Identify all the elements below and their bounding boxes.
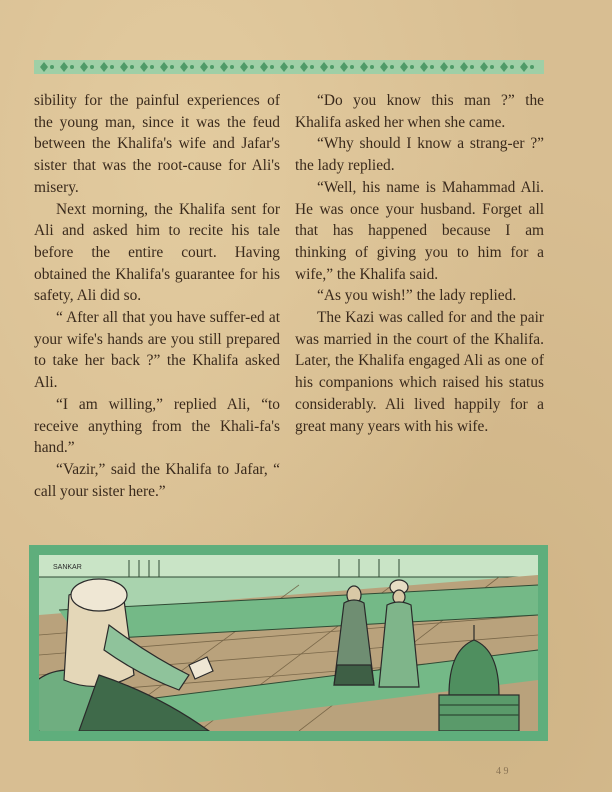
paragraph: “Vazir,” said the Khalifa to Jafar, “ call your sister here.”: [34, 460, 280, 500]
paragraph: The Kazi was called for and the pair was married in the court of the Khalifa. Later, the Khalifa engaged Ali as one of his companions which raised his status considerably. Ali lived happily for a great many years with his wife.: [295, 309, 544, 435]
story-illustration: [29, 545, 548, 741]
text-column-right: [295, 90, 544, 437]
ornament-border: [34, 58, 544, 76]
paragraph: “Well, his name is Mahammad Ali. He was once your husband. Forget all that has happened because I am thinking of giving you to him for a wife,” the Khalifa said.: [295, 178, 544, 283]
page-number: 4 9: [496, 766, 509, 777]
paragraph: Next morning, the Khalifa sent for Ali and asked him to recite his tale before the entire court. Having obtained the Khalifa's guarantee for his safety, Ali did so.: [34, 200, 280, 305]
artist-signature: SANKAR: [53, 564, 82, 571]
court-scene-drawing: [39, 555, 538, 731]
paragraph: “Do you know this man ?” the Khalifa asked her when she came.: [295, 92, 544, 131]
paragraph: “Why should I know a strang-er ?” the lady replied.: [295, 135, 544, 175]
paragraph: “I am willing,” replied Ali, “to receive anything from the Khali-fa's hand.”: [34, 395, 280, 457]
paragraph: sibility for the painful experiences of the young man, since it was the feud between the Khalifa's wife and Jafar's sister that was the root-cause for Ali's misery.: [34, 92, 280, 196]
paragraph: “ After all that you have suffer-ed at your wife's hands are you still prepared to take her back ?” the Khalifa asked Ali.: [34, 309, 280, 392]
text-column-left: [34, 90, 280, 502]
paragraph: “As you wish!” the lady replied.: [317, 287, 517, 305]
